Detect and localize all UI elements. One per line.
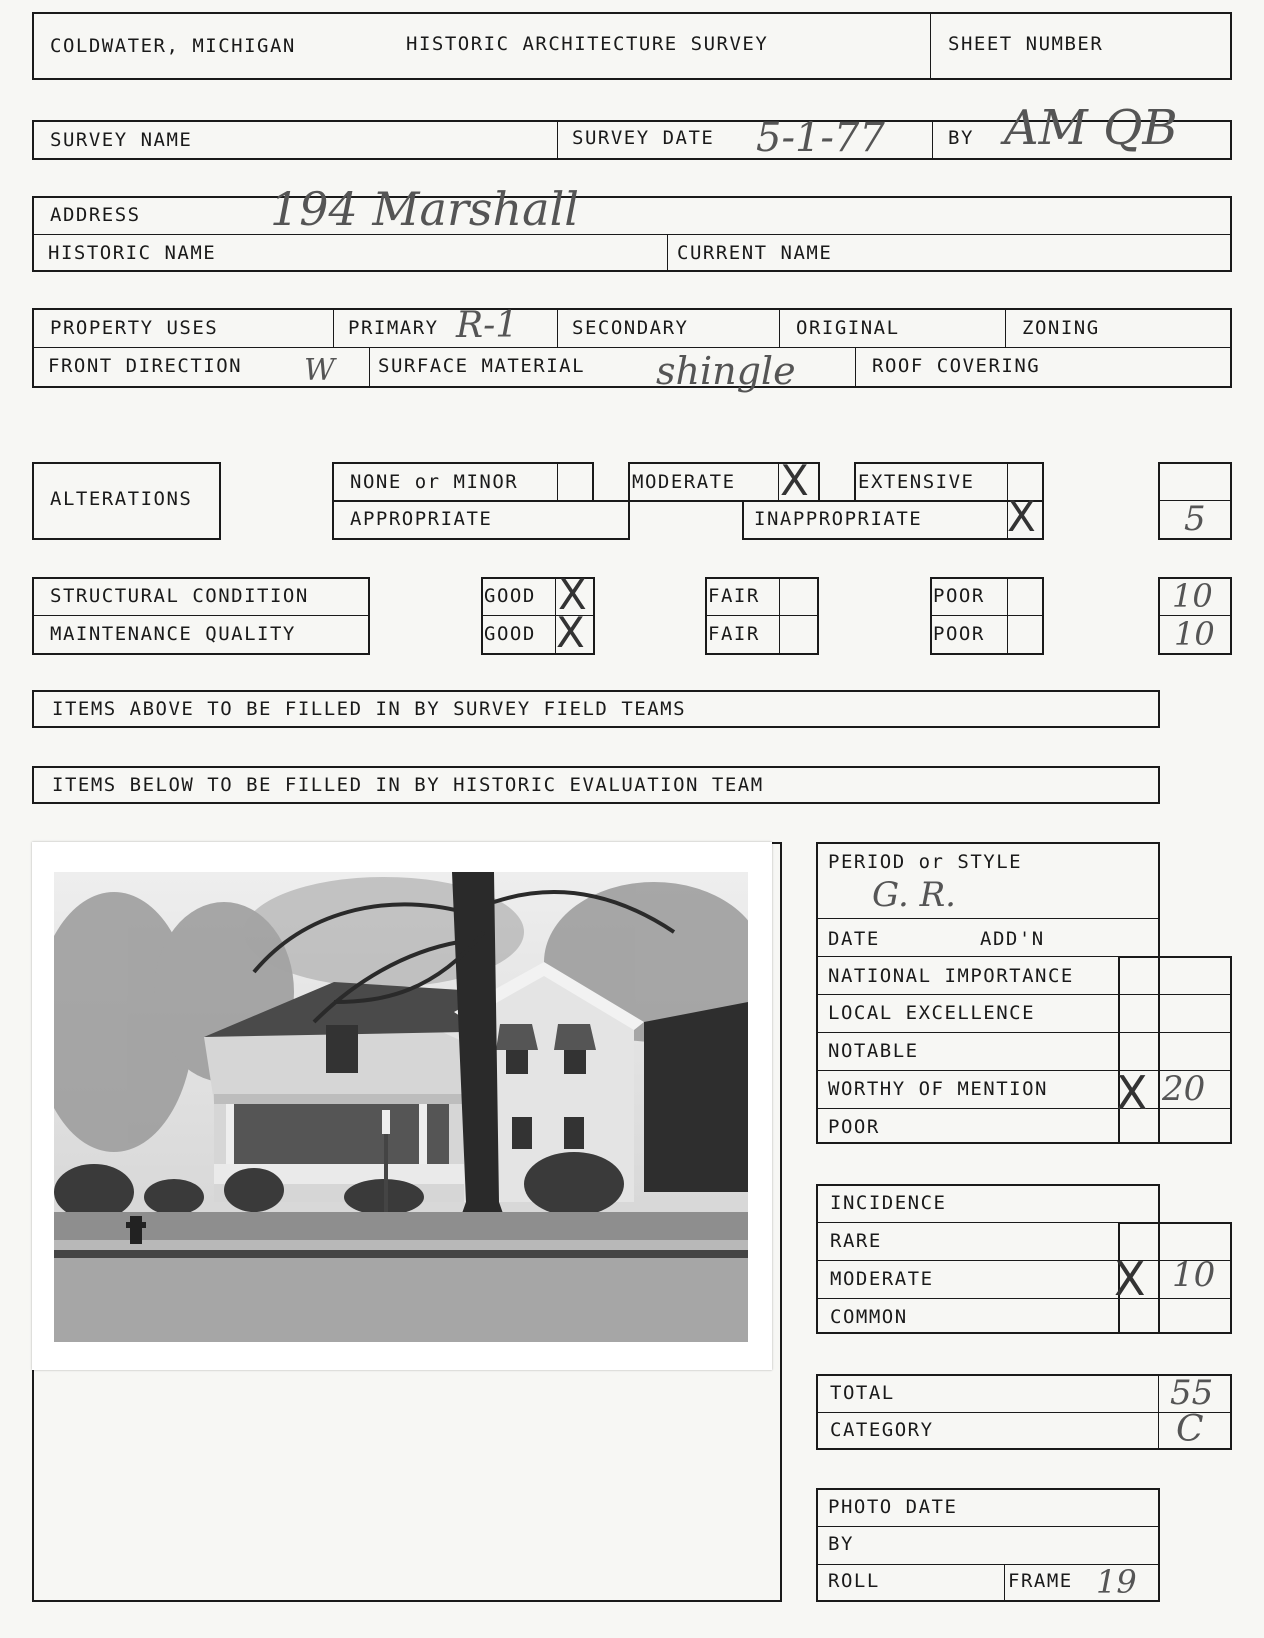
roll-label: ROLL <box>828 1570 880 1592</box>
frame-label: FRAME <box>1008 1570 1073 1592</box>
header-divider <box>930 12 931 80</box>
inc-divider-2 <box>816 1260 1232 1261</box>
inappropriate-label: INAPPROPRIATE <box>754 508 923 530</box>
extensive-label: EXTENSIVE <box>858 471 975 493</box>
eval-divider-2 <box>816 956 1160 957</box>
poor-divider <box>930 615 1044 616</box>
worthy-check-mark[interactable]: X <box>1116 1066 1148 1120</box>
alterations-score[interactable]: 5 <box>1184 499 1206 539</box>
rare-label: RARE <box>830 1230 882 1252</box>
total-label: TOTAL <box>830 1382 895 1404</box>
city-label: COLDWATER, MICHIGAN <box>50 35 296 57</box>
original-label: ORIGINAL <box>796 317 900 339</box>
fair-check-div <box>779 577 780 655</box>
alterations-label: ALTERATIONS <box>50 488 193 510</box>
house-photo-print <box>32 842 772 1370</box>
worthy-of-mention-label: WORTHY OF MENTION <box>828 1078 1048 1100</box>
eval-date-label: DATE <box>828 928 880 950</box>
address-value[interactable]: 194 Marshall <box>270 182 580 236</box>
name-divider <box>667 234 668 272</box>
prop-div-6 <box>855 347 856 388</box>
note-above: ITEMS ABOVE TO BE FILLED IN BY SURVEY FIELD TEAMS <box>52 698 687 720</box>
historic-name-label: HISTORIC NAME <box>48 242 217 264</box>
category-label: CATEGORY <box>830 1419 934 1441</box>
eval-divider-4 <box>816 1032 1232 1033</box>
fair-divider <box>705 615 819 616</box>
prop-div-1 <box>333 308 334 347</box>
prop-div-4 <box>1005 308 1006 347</box>
moderate-check-mark[interactable]: X <box>780 456 809 505</box>
survey-by-label: BY <box>948 127 974 149</box>
maintenance-good-label: GOOD <box>484 623 536 645</box>
period-style-value[interactable]: G. R. <box>872 875 956 915</box>
roll-frame-divider <box>1004 1564 1005 1602</box>
secondary-label: SECONDARY <box>572 317 689 339</box>
current-name-label: CURRENT NAME <box>677 242 833 264</box>
totals-col-divider <box>1158 1374 1159 1450</box>
maintenance-quality-label: MAINTENANCE QUALITY <box>50 623 296 645</box>
inappropriate-check-mark[interactable]: X <box>1007 492 1036 541</box>
none-minor-label: NONE or MINOR <box>350 471 519 493</box>
inc-divider-3 <box>816 1298 1232 1299</box>
maintenance-score[interactable]: 10 <box>1174 615 1215 653</box>
sheet-number-label: SHEET NUMBER <box>948 33 1104 55</box>
moderate-label: MODERATE <box>632 471 736 493</box>
maintenance-good-check[interactable]: X <box>556 608 585 657</box>
front-direction-value[interactable]: W <box>304 353 335 388</box>
property-row-divider <box>32 347 1232 348</box>
note-below: ITEMS BELOW TO BE FILLED IN BY HISTORIC EVALUATION TEAM <box>52 774 764 796</box>
appropriate-label: APPROPRIATE <box>350 508 493 530</box>
eval-divider-1 <box>816 918 1160 919</box>
survey-divider-1 <box>557 120 558 160</box>
common-label: COMMON <box>830 1306 908 1328</box>
period-style-label: PERIOD or STYLE <box>828 851 1023 873</box>
roof-covering-label: ROOF COVERING <box>872 355 1041 377</box>
addn-label: ADD'N <box>980 928 1045 950</box>
eval-divider-3 <box>816 994 1232 995</box>
surface-material-label: SURFACE MATERIAL <box>378 355 586 377</box>
worthy-score[interactable]: 20 <box>1162 1069 1206 1109</box>
photo-by-label: BY <box>828 1533 854 1555</box>
structural-condition-label: STRUCTURAL CONDITION <box>50 585 309 607</box>
survey-title: HISTORIC ARCHITECTURE SURVEY <box>406 33 769 55</box>
house-photograph <box>54 872 748 1342</box>
front-direction-label: FRONT DIRECTION <box>48 355 243 377</box>
property-uses-label: PROPERTY USES <box>50 317 219 339</box>
photo-info-divider-1 <box>816 1526 1160 1527</box>
structural-fair-label: FAIR <box>708 585 760 607</box>
maintenance-poor-label: POOR <box>933 623 985 645</box>
local-excellence-label: LOCAL EXCELLENCE <box>828 1002 1036 1024</box>
maintenance-fair-label: FAIR <box>708 623 760 645</box>
structural-good-check[interactable]: X <box>558 570 587 619</box>
prop-div-2 <box>557 308 558 347</box>
poor-check-div <box>1007 577 1008 655</box>
incidence-moderate-label: MODERATE <box>830 1268 934 1290</box>
photo-date-label: PHOTO DATE <box>828 1496 958 1518</box>
notable-label: NOTABLE <box>828 1040 919 1062</box>
primary-label: PRIMARY <box>348 317 439 339</box>
structural-score[interactable]: 10 <box>1172 577 1213 615</box>
survey-date-label: SURVEY DATE <box>572 127 715 149</box>
prop-div-3 <box>779 308 780 347</box>
survey-name-label: SURVEY NAME <box>50 129 193 151</box>
condition-label-divider <box>32 615 370 616</box>
national-importance-label: NATIONAL IMPORTANCE <box>828 965 1074 987</box>
primary-value[interactable]: R-1 <box>456 305 519 346</box>
incidence-score[interactable]: 10 <box>1172 1255 1216 1295</box>
none-minor-check-div <box>557 462 558 502</box>
structural-good-label: GOOD <box>484 585 536 607</box>
address-row-divider <box>32 234 1232 235</box>
total-value[interactable]: 55 <box>1170 1373 1214 1413</box>
survey-by-value[interactable]: AM QB <box>1004 100 1178 156</box>
incidence-check-mark[interactable]: X <box>1114 1252 1146 1306</box>
surface-material-value[interactable]: shingle <box>656 349 796 393</box>
moderate-check-div <box>778 462 779 502</box>
inc-divider-1 <box>816 1222 1160 1223</box>
prop-div-5 <box>369 347 370 388</box>
structural-poor-label: POOR <box>933 585 985 607</box>
eval-poor-label: POOR <box>828 1116 880 1138</box>
frame-value[interactable]: 19 <box>1096 1563 1137 1601</box>
survey-divider-2 <box>932 120 933 160</box>
address-label: ADDRESS <box>50 204 141 226</box>
survey-date-value[interactable]: 5-1-77 <box>756 115 885 161</box>
zoning-label: ZONING <box>1022 317 1100 339</box>
category-value[interactable]: C <box>1176 1409 1204 1450</box>
incidence-label: INCIDENCE <box>830 1192 947 1214</box>
